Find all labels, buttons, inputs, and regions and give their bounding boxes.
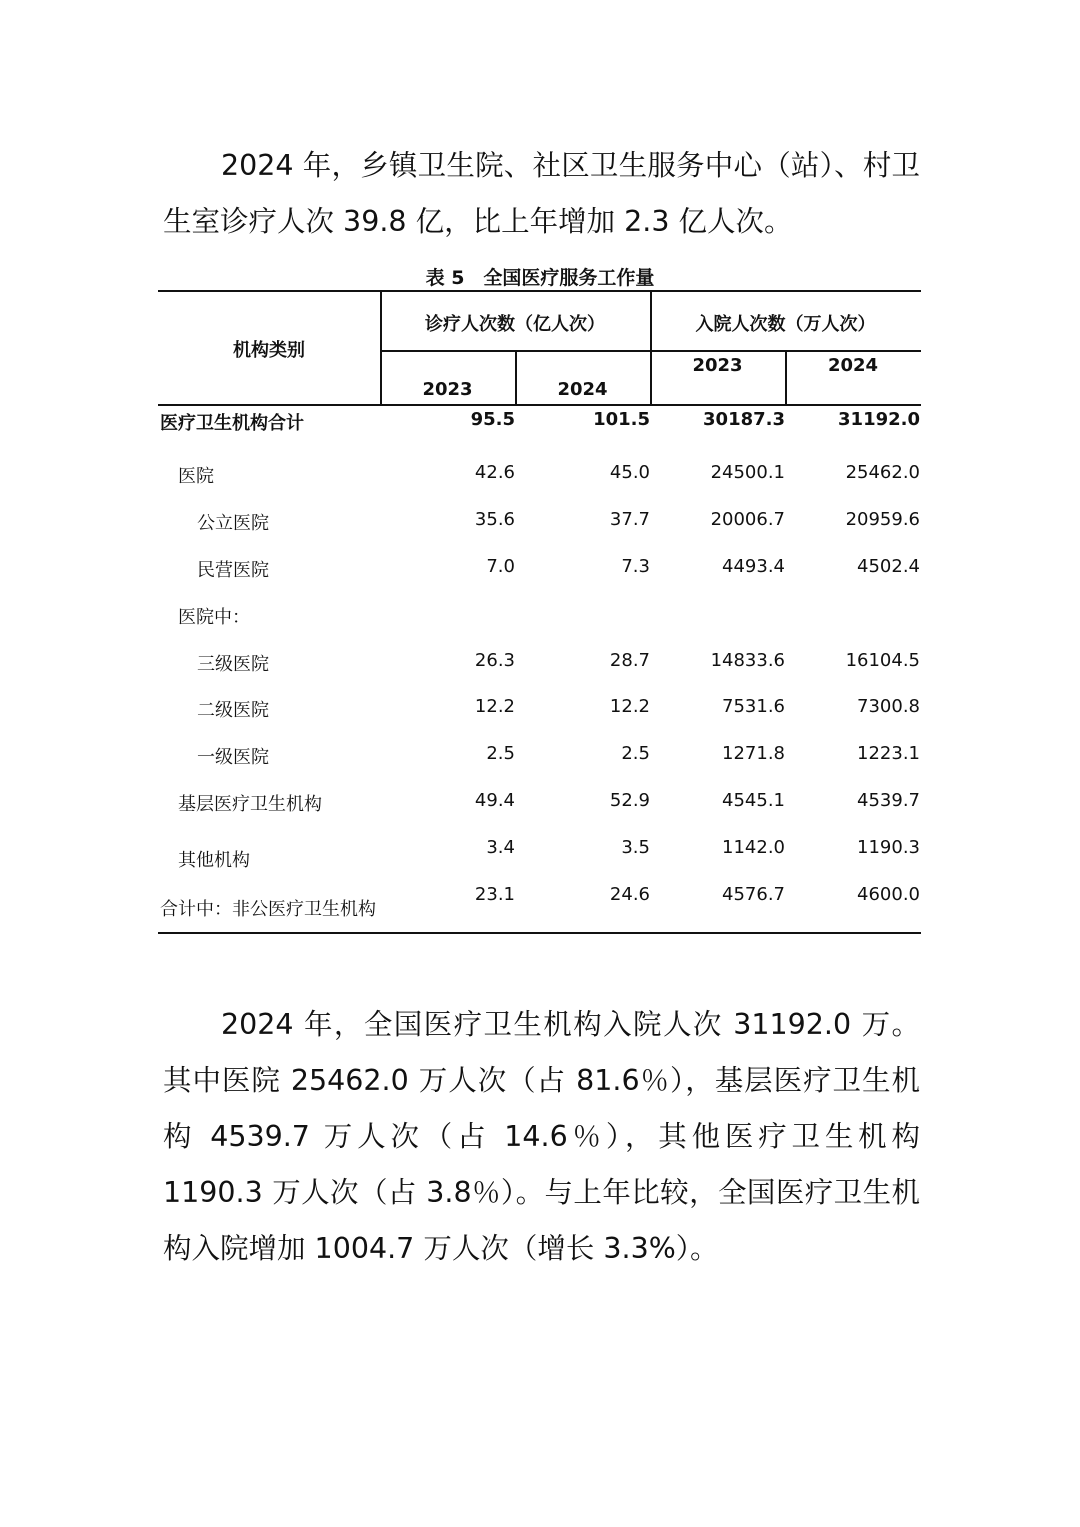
row-label: 公立医院 — [197, 513, 269, 534]
cell: 4545.1 — [722, 790, 785, 811]
cell: 4539.7 — [857, 790, 920, 811]
row-label: 民营医院 — [197, 560, 269, 581]
header-visits: 诊疗人次数（亿人次） — [425, 314, 605, 335]
cell: 49.4 — [474, 790, 515, 811]
cell: 20959.6 — [845, 509, 920, 530]
header-group-rule — [380, 350, 921, 352]
cell: 4502.4 — [857, 556, 920, 577]
cell: 30187.3 — [703, 409, 785, 430]
table-bottom-rule — [158, 932, 921, 934]
cell: 24.6 — [609, 884, 650, 905]
cell: 14833.6 — [710, 650, 785, 671]
cell: 101.5 — [593, 409, 650, 430]
cell: 4600.0 — [857, 884, 920, 905]
cell: 1142.0 — [722, 837, 785, 858]
cell: 7531.6 — [722, 696, 785, 717]
intro-paragraph: 2024 年，乡镇卫生院、社区卫生服务中心（站）、村卫生室诊疗人次 39.8 亿，比上年增加 2.3 亿人次。 — [163, 149, 920, 238]
cell: 25462.0 — [845, 462, 920, 483]
cell: 3.5 — [621, 837, 650, 858]
cell: 7300.8 — [857, 696, 920, 717]
cell: 23.1 — [474, 884, 515, 905]
header-admissions-2023: 2023 — [692, 355, 743, 376]
cell: 7.0 — [486, 556, 515, 577]
header-category: 机构类别 — [233, 340, 305, 361]
row-label: 二级医院 — [197, 700, 269, 721]
row-label-total: 医疗卫生机构合计 — [160, 413, 304, 434]
cell: 45.0 — [609, 462, 650, 483]
row-label: 医院中： — [178, 607, 250, 628]
cell: 1223.1 — [857, 743, 920, 764]
cell: 3.4 — [486, 837, 515, 858]
cell: 2.5 — [486, 743, 515, 764]
cell: 42.6 — [474, 462, 515, 483]
cell: 7.3 — [621, 556, 650, 577]
cell: 52.9 — [609, 790, 650, 811]
cell: 1190.3 — [857, 837, 920, 858]
cell: 31192.0 — [838, 409, 920, 430]
table-header-rule — [158, 404, 921, 406]
cell: 20006.7 — [710, 509, 785, 530]
row-label: 合计中：非公医疗卫生机构 — [160, 899, 376, 920]
cell: 95.5 — [470, 409, 515, 430]
row-label: 一级医院 — [197, 747, 269, 768]
cell: 2.5 — [621, 743, 650, 764]
admissions-paragraph: 2024 年，全国医疗卫生机构入院人次 31192.0 万。其中医院 25462.0 万人次（占 81.6％），基层医疗卫生机构 4539.7 万人次（占 14.6％），其他医疗卫生机构 1190.3 万人次（占 3.8％）。与上年比较，全国医疗卫生机构入院增加 1004.7 万人次（增长 3.3%）。 — [163, 1008, 920, 1265]
header-visits-2024: 2024 — [557, 379, 608, 400]
table-caption: 表 5 全国医疗服务工作量 — [425, 267, 655, 289]
row-label: 医院 — [178, 466, 214, 487]
cell: 12.2 — [474, 696, 515, 717]
cell: 37.7 — [609, 509, 650, 530]
row-label: 其他机构 — [178, 850, 250, 871]
table-top-rule — [158, 290, 921, 292]
cell: 4493.4 — [722, 556, 785, 577]
cell: 35.6 — [474, 509, 515, 530]
cell: 24500.1 — [710, 462, 785, 483]
cell: 16104.5 — [845, 650, 920, 671]
cell: 26.3 — [474, 650, 515, 671]
workload-table — [158, 290, 921, 934]
cell: 28.7 — [609, 650, 650, 671]
cell: 12.2 — [609, 696, 650, 717]
header-admissions-2024: 2024 — [827, 355, 879, 376]
row-label: 三级医院 — [197, 654, 269, 675]
row-label: 基层医疗卫生机构 — [178, 794, 322, 815]
header-visits-2023: 2023 — [422, 379, 473, 400]
header-admissions: 入院人次数（万人次） — [695, 314, 876, 335]
cell: 1271.8 — [722, 743, 785, 764]
header-divider-groups — [650, 290, 652, 405]
cell: 4576.7 — [722, 884, 785, 905]
